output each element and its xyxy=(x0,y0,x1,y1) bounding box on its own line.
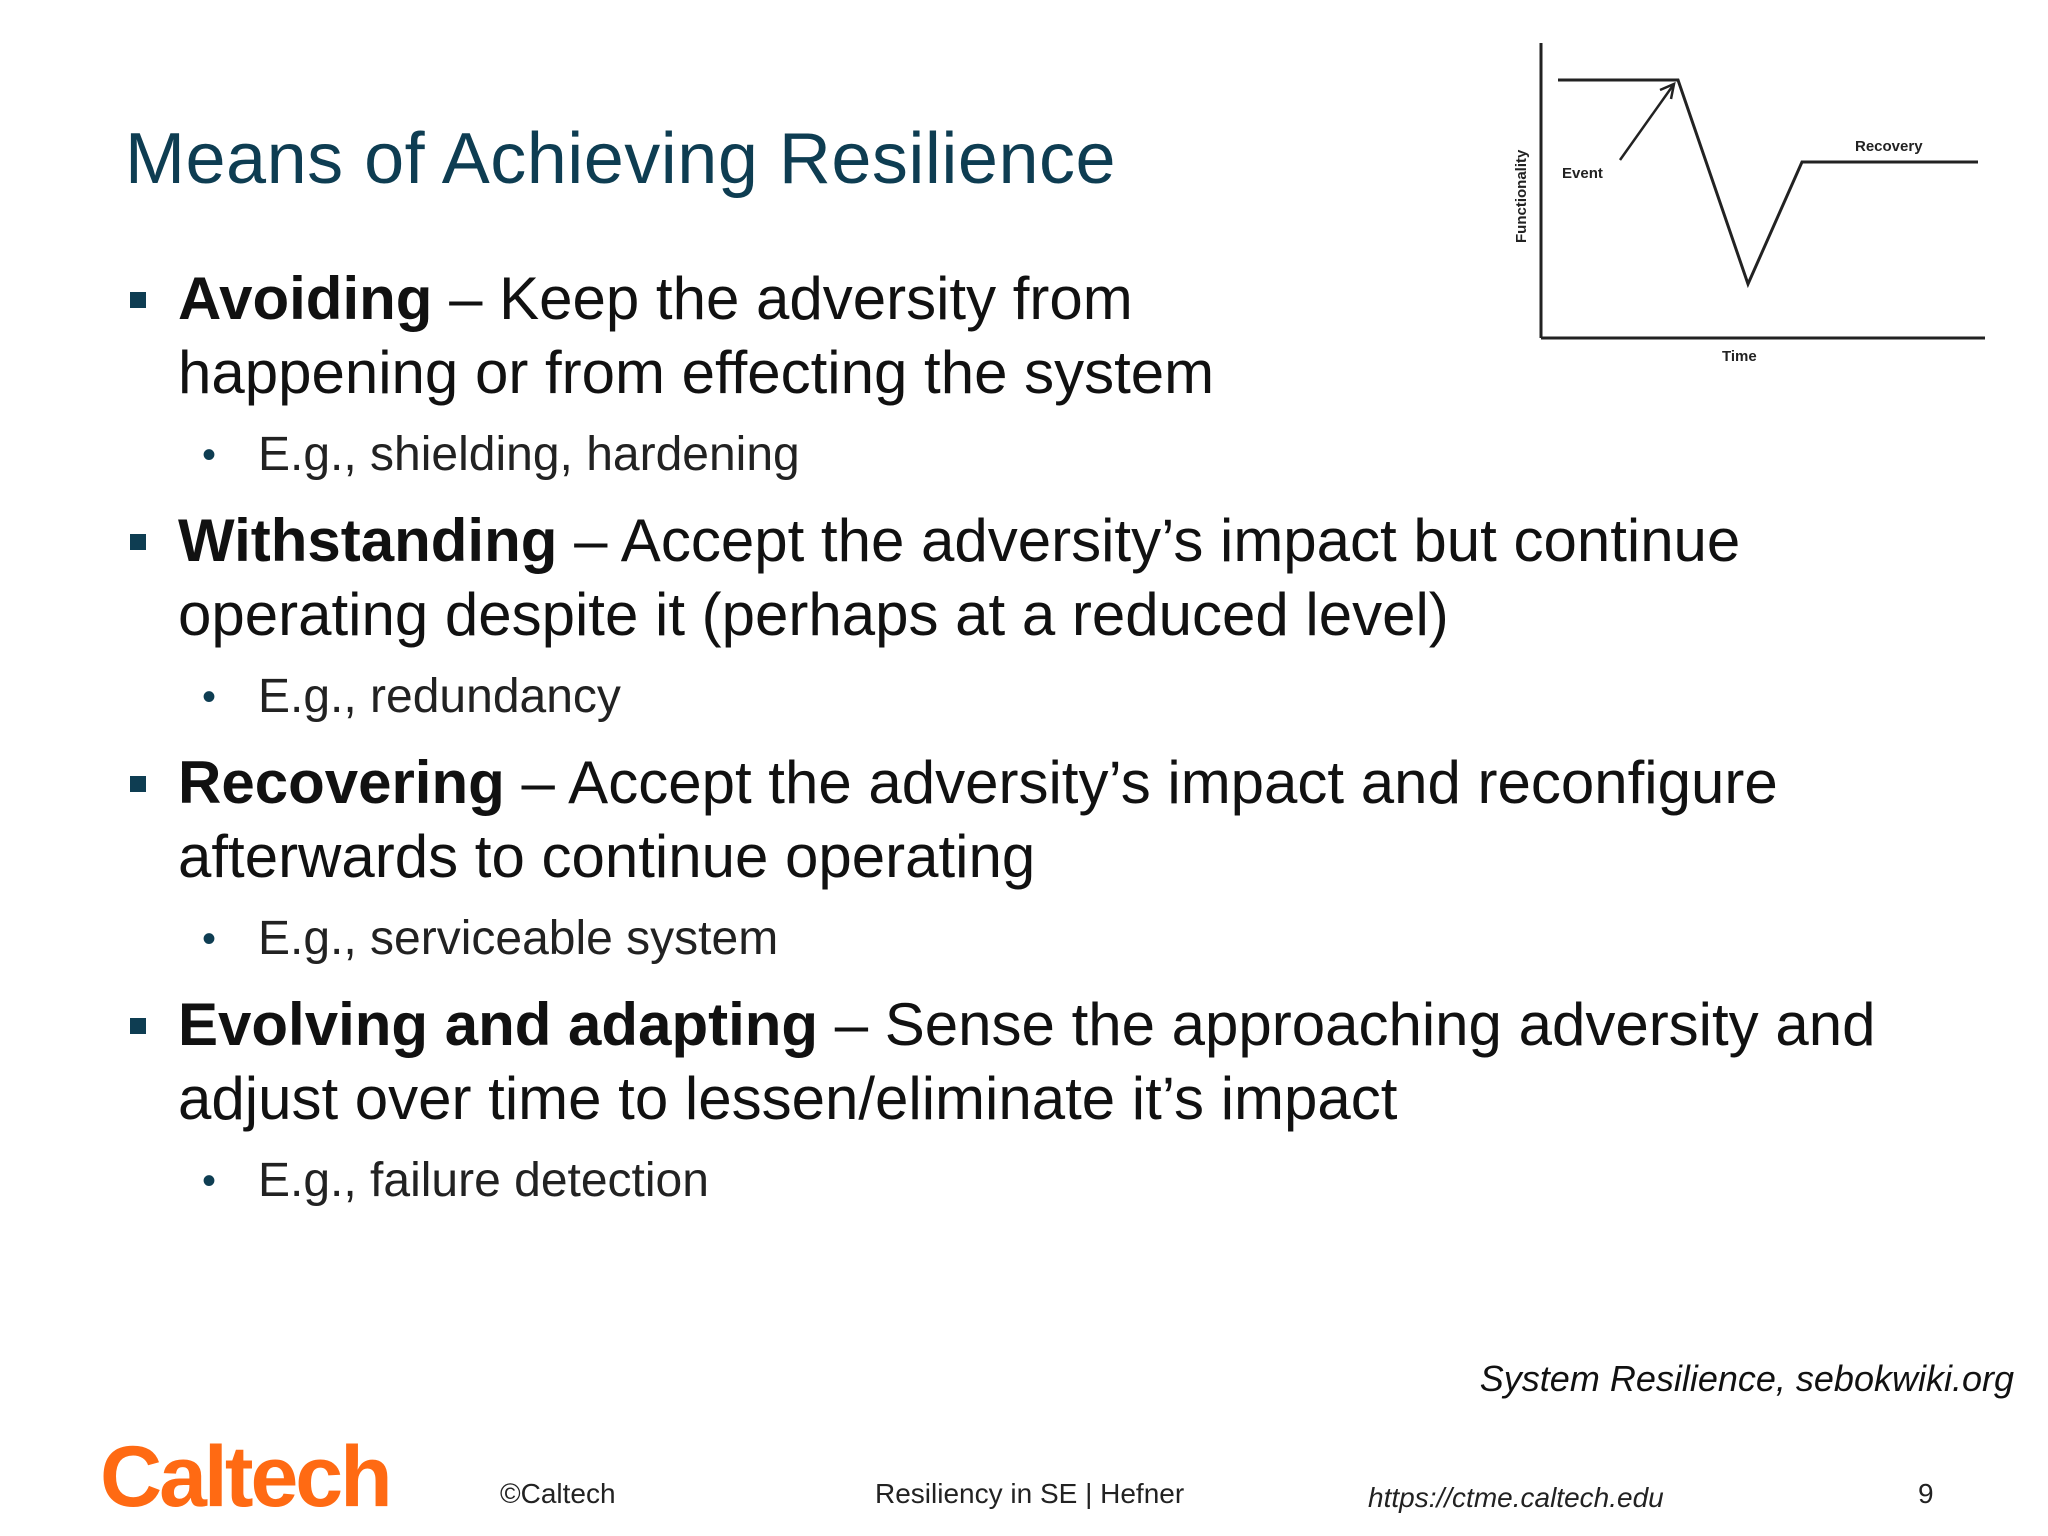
example-text: E.g., serviceable system xyxy=(258,912,779,965)
square-bullet-icon xyxy=(130,776,146,792)
example-text: E.g., redundancy xyxy=(258,670,621,723)
bullet-term: Withstanding xyxy=(178,507,558,574)
example-text: E.g., failure detection xyxy=(258,1154,709,1207)
bullet-text xyxy=(178,988,1948,1136)
bullet-description: – Accept the adversity’s impact and reconfigure afterwards to continue operating xyxy=(178,749,1778,890)
footer-course: Resiliency in SE | Hefner xyxy=(875,1478,1185,1509)
page-number: 9 xyxy=(1918,1478,1934,1509)
x-axis-label: Time xyxy=(1722,348,1757,365)
sub-bullet-example xyxy=(178,424,1948,486)
caltech-logo: Caltech xyxy=(100,1429,390,1525)
bullet-term: Avoiding xyxy=(178,265,433,332)
dot-bullet-icon: • xyxy=(202,675,217,719)
y-axis-label: Functionality xyxy=(1513,149,1530,243)
bullet-item-withstanding xyxy=(128,504,1948,728)
example-text: E.g., shielding, hardening xyxy=(258,428,800,481)
event-arrow xyxy=(1620,84,1674,160)
square-bullet-icon xyxy=(130,1018,146,1034)
functionality-curve xyxy=(1558,80,1978,284)
bullet-text xyxy=(178,504,1948,652)
sub-bullet-example xyxy=(178,666,1948,728)
dot-bullet-icon: • xyxy=(202,917,217,961)
bullet-text xyxy=(178,746,1948,894)
sub-bullet-example xyxy=(178,908,1948,970)
bullet-item-recovering xyxy=(128,746,1948,970)
bullet-description: – Sense the approaching adversity and adjust over time to lessen/eliminate it’s impact xyxy=(178,991,1876,1132)
recovery-label: Recovery xyxy=(1855,138,1923,155)
square-bullet-icon xyxy=(130,534,146,550)
bullet-list xyxy=(128,262,1948,1230)
sub-bullet-example xyxy=(178,1150,1948,1212)
footer-copyright: ©Caltech xyxy=(500,1478,616,1509)
dot-bullet-icon: • xyxy=(202,1159,217,1203)
slide-title: Means of Achieving Resilience xyxy=(125,119,1117,199)
event-arrowhead xyxy=(1660,84,1674,99)
bullet-description: – Accept the adversity’s impact but continue operating despite it (perhaps at a reduced level) xyxy=(178,507,1741,648)
bullet-description: – Keep the adversity from happening or from effecting the system xyxy=(178,265,1215,406)
footer-url[interactable]: https://ctme.caltech.edu xyxy=(1368,1482,1664,1513)
bullet-text xyxy=(178,262,1338,410)
bullet-term: Evolving and adapting xyxy=(178,991,819,1058)
square-bullet-icon xyxy=(130,292,146,308)
dot-bullet-icon: • xyxy=(202,433,217,477)
bullet-item-evolving xyxy=(128,988,1948,1212)
event-label: Event xyxy=(1562,165,1603,182)
bullet-term: Recovering xyxy=(178,749,505,816)
source-citation: System Resilience, sebokwiki.org xyxy=(1479,1358,2014,1399)
bullet-item-avoiding xyxy=(128,262,1948,486)
